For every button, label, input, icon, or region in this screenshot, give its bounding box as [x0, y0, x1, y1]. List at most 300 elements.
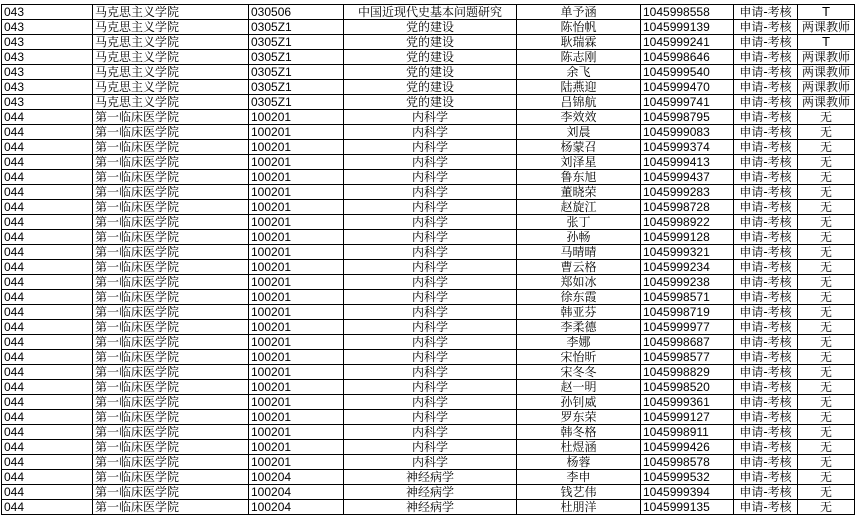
admission-mode-cell: 申请-考核: [734, 215, 798, 230]
major-name-cell: 党的建设: [344, 50, 517, 65]
college-name-cell: 第一临床医学院: [93, 140, 249, 155]
major-name-cell: 党的建设: [344, 20, 517, 35]
note-cell: 无: [798, 125, 855, 140]
college-name-cell: 马克思主义学院: [93, 95, 249, 110]
college-name-cell: 第一临床医学院: [93, 395, 249, 410]
college-code-cell: 044: [2, 500, 93, 515]
college-code-cell: 044: [2, 365, 93, 380]
major-name-cell: 内科学: [344, 320, 517, 335]
college-code-cell: 043: [2, 80, 93, 95]
note-cell: 无: [798, 335, 855, 350]
table-body: [2, 5, 855, 515]
student-id-cell: 1045998646: [641, 50, 734, 65]
note-cell: 无: [798, 455, 855, 470]
admission-mode-cell: 申请-考核: [734, 50, 798, 65]
college-name-cell: 第一临床医学院: [93, 260, 249, 275]
college-code-cell: 044: [2, 290, 93, 305]
note-cell: 无: [798, 320, 855, 335]
college-name-cell: 第一临床医学院: [93, 470, 249, 485]
note-cell: 无: [798, 185, 855, 200]
student-name-cell: 杜煜涵: [517, 440, 641, 455]
admission-mode-cell: 申请-考核: [734, 410, 798, 425]
major-code-cell: 100201: [249, 395, 344, 410]
major-name-cell: 党的建设: [344, 95, 517, 110]
major-code-cell: 030506: [249, 5, 344, 20]
college-code-cell: 044: [2, 125, 93, 140]
major-name-cell: 神经病学: [344, 470, 517, 485]
college-name-cell: 第一临床医学院: [93, 170, 249, 185]
student-id-cell: 1045999083: [641, 125, 734, 140]
major-code-cell: 100201: [249, 275, 344, 290]
major-code-cell: 100201: [249, 440, 344, 455]
college-code-cell: 044: [2, 215, 93, 230]
college-name-cell: 第一临床医学院: [93, 320, 249, 335]
student-id-cell: 1045999283: [641, 185, 734, 200]
college-name-cell: 第一临床医学院: [93, 380, 249, 395]
admission-mode-cell: 申请-考核: [734, 395, 798, 410]
student-id-cell: 1045999241: [641, 35, 734, 50]
student-name-cell: 杨蒙召: [517, 140, 641, 155]
student-name-cell: 李效效: [517, 110, 641, 125]
table-row: [2, 275, 855, 290]
student-id-cell: 1045998571: [641, 290, 734, 305]
college-code-cell: 044: [2, 485, 93, 500]
major-name-cell: 内科学: [344, 365, 517, 380]
college-name-cell: 马克思主义学院: [93, 20, 249, 35]
admission-mode-cell: 申请-考核: [734, 350, 798, 365]
college-code-cell: 043: [2, 95, 93, 110]
college-name-cell: 第一临床医学院: [93, 440, 249, 455]
college-code-cell: 044: [2, 455, 93, 470]
table-row: [2, 170, 855, 185]
major-name-cell: 内科学: [344, 200, 517, 215]
college-name-cell: 第一临床医学院: [93, 455, 249, 470]
admission-mode-cell: 申请-考核: [734, 155, 798, 170]
major-code-cell: 100201: [249, 260, 344, 275]
admission-list-sheet: [1, 4, 855, 515]
student-id-cell: 1045998922: [641, 215, 734, 230]
major-name-cell: 内科学: [344, 185, 517, 200]
table-row: [2, 260, 855, 275]
college-code-cell: 044: [2, 155, 93, 170]
note-cell: 无: [798, 485, 855, 500]
student-id-cell: 1045998520: [641, 380, 734, 395]
major-name-cell: 党的建设: [344, 80, 517, 95]
table-row: [2, 395, 855, 410]
major-code-cell: 100201: [249, 350, 344, 365]
admission-mode-cell: 申请-考核: [734, 20, 798, 35]
major-name-cell: 内科学: [344, 335, 517, 350]
student-name-cell: 刘晨: [517, 125, 641, 140]
student-name-cell: 陈志刚: [517, 50, 641, 65]
major-name-cell: 内科学: [344, 395, 517, 410]
note-cell: 两课教师: [798, 65, 855, 80]
table-row: [2, 125, 855, 140]
college-code-cell: 044: [2, 470, 93, 485]
student-name-cell: 余飞: [517, 65, 641, 80]
note-cell: 无: [798, 425, 855, 440]
note-cell: 两课教师: [798, 20, 855, 35]
major-code-cell: 100201: [249, 425, 344, 440]
college-code-cell: 044: [2, 440, 93, 455]
note-cell: 无: [798, 410, 855, 425]
major-code-cell: 100201: [249, 215, 344, 230]
student-id-cell: 1045999238: [641, 275, 734, 290]
student-name-cell: 陈怡帆: [517, 20, 641, 35]
student-id-cell: 1045998719: [641, 305, 734, 320]
admission-mode-cell: 申请-考核: [734, 335, 798, 350]
admission-mode-cell: 申请-考核: [734, 260, 798, 275]
college-name-cell: 第一临床医学院: [93, 425, 249, 440]
major-name-cell: 内科学: [344, 230, 517, 245]
college-code-cell: 044: [2, 200, 93, 215]
student-id-cell: 1045999540: [641, 65, 734, 80]
note-cell: 无: [798, 305, 855, 320]
major-name-cell: 党的建设: [344, 35, 517, 50]
student-id-cell: 1045999374: [641, 140, 734, 155]
student-name-cell: 陆燕迎: [517, 80, 641, 95]
admission-mode-cell: 申请-考核: [734, 185, 798, 200]
major-name-cell: 内科学: [344, 305, 517, 320]
table-row: [2, 335, 855, 350]
major-code-cell: 100201: [249, 290, 344, 305]
college-code-cell: 044: [2, 230, 93, 245]
major-code-cell: 100201: [249, 155, 344, 170]
major-name-cell: 内科学: [344, 410, 517, 425]
note-cell: 无: [798, 260, 855, 275]
college-code-cell: 044: [2, 350, 93, 365]
college-code-cell: 044: [2, 275, 93, 290]
student-id-cell: 1045998728: [641, 200, 734, 215]
admission-mode-cell: 申请-考核: [734, 455, 798, 470]
major-code-cell: 100201: [249, 185, 344, 200]
student-id-cell: 1045999321: [641, 245, 734, 260]
college-code-cell: 044: [2, 335, 93, 350]
note-cell: 无: [798, 275, 855, 290]
note-cell: 无: [798, 200, 855, 215]
major-code-cell: 100201: [249, 230, 344, 245]
note-cell: 两课教师: [798, 50, 855, 65]
college-name-cell: 第一临床医学院: [93, 410, 249, 425]
student-id-cell: 1045999470: [641, 80, 734, 95]
major-name-cell: 内科学: [344, 260, 517, 275]
college-code-cell: 044: [2, 110, 93, 125]
college-code-cell: 044: [2, 260, 93, 275]
college-name-cell: 第一临床医学院: [93, 230, 249, 245]
student-id-cell: 1045998578: [641, 455, 734, 470]
college-name-cell: 第一临床医学院: [93, 215, 249, 230]
note-cell: 无: [798, 170, 855, 185]
college-name-cell: 第一临床医学院: [93, 110, 249, 125]
admission-mode-cell: 申请-考核: [734, 440, 798, 455]
college-name-cell: 第一临床医学院: [93, 275, 249, 290]
student-name-cell: 刘泽星: [517, 155, 641, 170]
college-code-cell: 043: [2, 50, 93, 65]
table-row: [2, 425, 855, 440]
student-id-cell: 1045999135: [641, 500, 734, 515]
student-name-cell: 宋怡昕: [517, 350, 641, 365]
note-cell: 无: [798, 155, 855, 170]
student-name-cell: 郑如冰: [517, 275, 641, 290]
note-cell: 无: [798, 380, 855, 395]
student-name-cell: 韩冬格: [517, 425, 641, 440]
admission-mode-cell: 申请-考核: [734, 305, 798, 320]
admission-mode-cell: 申请-考核: [734, 425, 798, 440]
major-code-cell: 100201: [249, 125, 344, 140]
note-cell: 两课教师: [798, 95, 855, 110]
student-name-cell: 韩亚芬: [517, 305, 641, 320]
note-cell: 无: [798, 290, 855, 305]
major-code-cell: 100201: [249, 200, 344, 215]
admission-mode-cell: 申请-考核: [734, 110, 798, 125]
table-row: [2, 305, 855, 320]
admission-mode-cell: 申请-考核: [734, 290, 798, 305]
major-name-cell: 中国近现代史基本问题研究: [344, 5, 517, 20]
major-code-cell: 100204: [249, 470, 344, 485]
major-code-cell: 0305Z1: [249, 50, 344, 65]
student-id-cell: 1045998911: [641, 425, 734, 440]
admission-mode-cell: 申请-考核: [734, 275, 798, 290]
student-name-cell: 李柔德: [517, 320, 641, 335]
college-code-cell: 043: [2, 65, 93, 80]
admission-mode-cell: 申请-考核: [734, 65, 798, 80]
college-name-cell: 第一临床医学院: [93, 200, 249, 215]
college-name-cell: 第一临床医学院: [93, 500, 249, 515]
table-row: [2, 455, 855, 470]
admission-mode-cell: 申请-考核: [734, 500, 798, 515]
college-name-cell: 第一临床医学院: [93, 185, 249, 200]
major-code-cell: 0305Z1: [249, 80, 344, 95]
college-code-cell: 044: [2, 170, 93, 185]
college-code-cell: 044: [2, 305, 93, 320]
student-name-cell: 耿瑞霖: [517, 35, 641, 50]
student-name-cell: 李申: [517, 470, 641, 485]
college-name-cell: 马克思主义学院: [93, 5, 249, 20]
table-row: [2, 35, 855, 50]
note-cell: 无: [798, 500, 855, 515]
college-name-cell: 马克思主义学院: [93, 65, 249, 80]
note-cell: 无: [798, 110, 855, 125]
major-name-cell: 内科学: [344, 140, 517, 155]
college-code-cell: 044: [2, 425, 93, 440]
table-row: [2, 290, 855, 305]
college-code-cell: 043: [2, 5, 93, 20]
admission-mode-cell: 申请-考核: [734, 365, 798, 380]
student-id-cell: 1045999361: [641, 395, 734, 410]
college-code-cell: 044: [2, 245, 93, 260]
table-row: [2, 410, 855, 425]
note-cell: 无: [798, 215, 855, 230]
table-row: [2, 155, 855, 170]
table-row: [2, 230, 855, 245]
note-cell: 无: [798, 470, 855, 485]
table-row: [2, 485, 855, 500]
table-row: [2, 470, 855, 485]
student-name-cell: 孙钊威: [517, 395, 641, 410]
college-name-cell: 第一临床医学院: [93, 155, 249, 170]
major-name-cell: 内科学: [344, 110, 517, 125]
table-row: [2, 200, 855, 215]
table-row: [2, 440, 855, 455]
admission-mode-cell: 申请-考核: [734, 320, 798, 335]
student-id-cell: 1045999437: [641, 170, 734, 185]
note-cell: 无: [798, 350, 855, 365]
table-row: [2, 365, 855, 380]
major-code-cell: 100201: [249, 380, 344, 395]
student-id-cell: 1045999139: [641, 20, 734, 35]
student-id-cell: 1045999977: [641, 320, 734, 335]
student-name-cell: 李娜: [517, 335, 641, 350]
major-code-cell: 0305Z1: [249, 35, 344, 50]
major-code-cell: 100201: [249, 140, 344, 155]
major-code-cell: 100201: [249, 410, 344, 425]
student-id-cell: 1045998687: [641, 335, 734, 350]
college-code-cell: 043: [2, 20, 93, 35]
note-cell: 无: [798, 440, 855, 455]
student-name-cell: 宋冬冬: [517, 365, 641, 380]
table-row: [2, 5, 855, 20]
major-code-cell: 100201: [249, 170, 344, 185]
note-cell: 无: [798, 245, 855, 260]
admission-mode-cell: 申请-考核: [734, 485, 798, 500]
admission-mode-cell: 申请-考核: [734, 380, 798, 395]
major-name-cell: 内科学: [344, 440, 517, 455]
admission-mode-cell: 申请-考核: [734, 5, 798, 20]
student-name-cell: 杜朋洋: [517, 500, 641, 515]
college-name-cell: 第一临床医学院: [93, 290, 249, 305]
student-id-cell: 1045999426: [641, 440, 734, 455]
college-code-cell: 044: [2, 185, 93, 200]
student-name-cell: 董晓荣: [517, 185, 641, 200]
major-name-cell: 内科学: [344, 245, 517, 260]
student-id-cell: 1045998795: [641, 110, 734, 125]
table-row: [2, 500, 855, 515]
college-code-cell: 043: [2, 35, 93, 50]
admission-mode-cell: 申请-考核: [734, 80, 798, 95]
student-name-cell: 曹云格: [517, 260, 641, 275]
note-cell: T: [798, 5, 855, 20]
major-name-cell: 内科学: [344, 350, 517, 365]
admission-mode-cell: 申请-考核: [734, 470, 798, 485]
college-name-cell: 第一临床医学院: [93, 365, 249, 380]
college-name-cell: 第一临床医学院: [93, 245, 249, 260]
major-code-cell: 100201: [249, 110, 344, 125]
major-code-cell: 100201: [249, 320, 344, 335]
student-id-cell: 1045999234: [641, 260, 734, 275]
admission-mode-cell: 申请-考核: [734, 200, 798, 215]
student-id-cell: 1045998829: [641, 365, 734, 380]
student-name-cell: 单予涵: [517, 5, 641, 20]
note-cell: 无: [798, 395, 855, 410]
major-code-cell: 0305Z1: [249, 95, 344, 110]
table-row: [2, 245, 855, 260]
college-code-cell: 044: [2, 395, 93, 410]
major-code-cell: 100201: [249, 335, 344, 350]
major-name-cell: 内科学: [344, 380, 517, 395]
student-name-cell: 赵一明: [517, 380, 641, 395]
student-id-cell: 1045999532: [641, 470, 734, 485]
major-code-cell: 100201: [249, 245, 344, 260]
student-id-cell: 1045998577: [641, 350, 734, 365]
table-row: [2, 50, 855, 65]
college-name-cell: 第一临床医学院: [93, 305, 249, 320]
major-code-cell: 100204: [249, 485, 344, 500]
major-name-cell: 神经病学: [344, 500, 517, 515]
table-row: [2, 80, 855, 95]
note-cell: T: [798, 35, 855, 50]
admission-mode-cell: 申请-考核: [734, 140, 798, 155]
major-name-cell: 内科学: [344, 125, 517, 140]
student-name-cell: 鲁东旭: [517, 170, 641, 185]
student-name-cell: 赵旋江: [517, 200, 641, 215]
admission-mode-cell: 申请-考核: [734, 35, 798, 50]
major-name-cell: 内科学: [344, 155, 517, 170]
college-code-cell: 044: [2, 410, 93, 425]
major-code-cell: 100204: [249, 500, 344, 515]
major-name-cell: 内科学: [344, 425, 517, 440]
admission-mode-cell: 申请-考核: [734, 245, 798, 260]
major-code-cell: 100201: [249, 365, 344, 380]
college-name-cell: 马克思主义学院: [93, 35, 249, 50]
student-name-cell: 杨蓉: [517, 455, 641, 470]
student-id-cell: 1045999127: [641, 410, 734, 425]
table-row: [2, 110, 855, 125]
college-name-cell: 第一临床医学院: [93, 125, 249, 140]
major-code-cell: 0305Z1: [249, 65, 344, 80]
table-row: [2, 320, 855, 335]
admission-mode-cell: 申请-考核: [734, 170, 798, 185]
college-code-cell: 044: [2, 140, 93, 155]
college-name-cell: 马克思主义学院: [93, 50, 249, 65]
admission-mode-cell: 申请-考核: [734, 230, 798, 245]
admission-mode-cell: 申请-考核: [734, 125, 798, 140]
student-name-cell: 罗东荣: [517, 410, 641, 425]
note-cell: 两课教师: [798, 80, 855, 95]
note-cell: 无: [798, 365, 855, 380]
student-id-cell: 1045999128: [641, 230, 734, 245]
college-name-cell: 第一临床医学院: [93, 350, 249, 365]
student-id-cell: 1045999413: [641, 155, 734, 170]
table-row: [2, 215, 855, 230]
college-name-cell: 第一临床医学院: [93, 335, 249, 350]
major-code-cell: 100201: [249, 455, 344, 470]
student-id-cell: 1045999394: [641, 485, 734, 500]
student-id-cell: 1045999741: [641, 95, 734, 110]
college-name-cell: 第一临床医学院: [93, 485, 249, 500]
major-name-cell: 内科学: [344, 290, 517, 305]
table-row: [2, 140, 855, 155]
major-name-cell: 神经病学: [344, 485, 517, 500]
note-cell: 无: [798, 230, 855, 245]
major-code-cell: 100201: [249, 305, 344, 320]
student-name-cell: 孙畅: [517, 230, 641, 245]
major-name-cell: 内科学: [344, 275, 517, 290]
major-name-cell: 内科学: [344, 455, 517, 470]
table-row: [2, 350, 855, 365]
table-row: [2, 95, 855, 110]
table-row: [2, 65, 855, 80]
admission-mode-cell: 申请-考核: [734, 95, 798, 110]
college-name-cell: 马克思主义学院: [93, 80, 249, 95]
major-name-cell: 内科学: [344, 170, 517, 185]
student-id-cell: 1045998558: [641, 5, 734, 20]
college-code-cell: 044: [2, 320, 93, 335]
note-cell: 无: [798, 140, 855, 155]
student-name-cell: 马晴晴: [517, 245, 641, 260]
major-name-cell: 内科学: [344, 215, 517, 230]
student-name-cell: 吕锦航: [517, 95, 641, 110]
table-row: [2, 185, 855, 200]
